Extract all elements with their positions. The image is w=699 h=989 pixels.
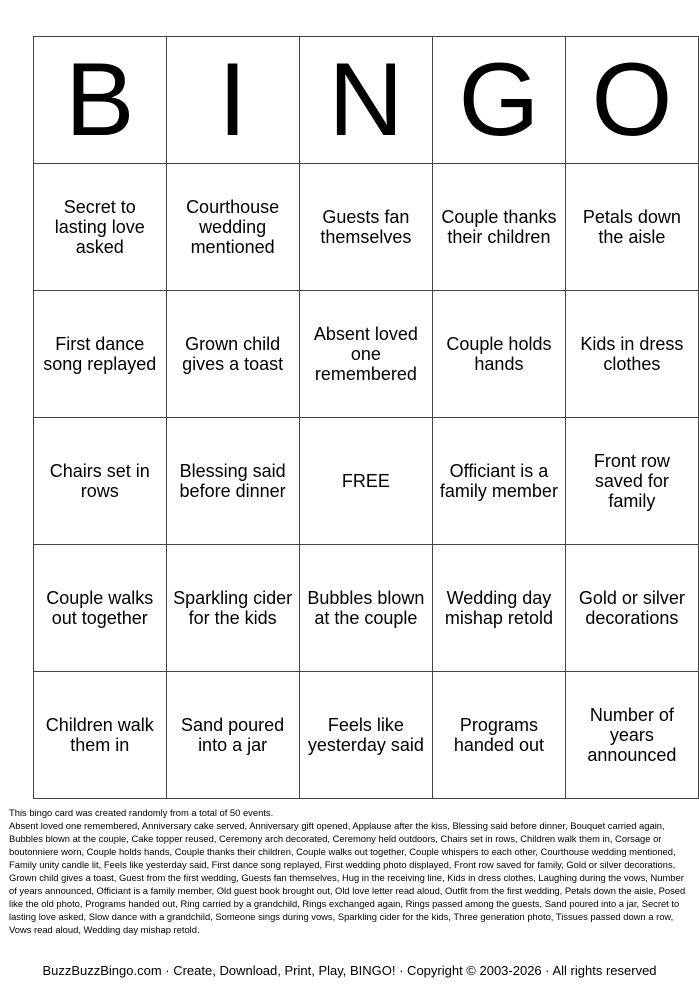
card-row — [34, 164, 699, 291]
card-row — [34, 418, 699, 545]
bingo-cell: Grown child gives a toast — [166, 291, 299, 418]
bingo-cell: Officiant is a family member — [433, 418, 566, 545]
bingo-cell: Children walk them in — [34, 672, 167, 799]
header-letter-n: N — [299, 37, 432, 164]
card-row — [34, 291, 699, 418]
footer: BuzzBuzzBingo.com · Create, Download, Print, Play, BINGO! · Copyright © 2003-2026 · All rights reserved — [42, 963, 657, 978]
free-space-cell: FREE — [299, 418, 432, 545]
bingo-cell: Gold or silver decorations — [565, 545, 698, 672]
header-letter-i: I — [166, 37, 299, 164]
bingo-cell: Absent loved one remembered — [299, 291, 432, 418]
bingo-cell: Kids in dress clothes — [565, 291, 698, 418]
bingo-cell: Wedding day mishap retold — [433, 545, 566, 672]
bingo-cell: Number of years announced — [565, 672, 698, 799]
bingo-cell: Front row saved for family — [565, 418, 698, 545]
card-row — [34, 545, 699, 672]
bingo-cell: Sparkling cider for the kids — [166, 545, 299, 672]
bingo-cell: Secret to lasting love asked — [34, 164, 167, 291]
bingo-cell: Bubbles blown at the couple — [299, 545, 432, 672]
header-row — [34, 37, 699, 164]
header-letter-b: B — [34, 37, 167, 164]
bingo-cell: First dance song replayed — [34, 291, 167, 418]
bingo-cell: Couple walks out together — [34, 545, 167, 672]
header-letter-o: O — [565, 37, 698, 164]
note-intro: This bingo card was created randomly from a total of 50 events. — [9, 807, 274, 818]
card-row — [34, 672, 699, 799]
header-letter-g: G — [433, 37, 566, 164]
note-events: Absent loved one remembered, Anniversary cake served, Anniversary gift opened, Applause after the kiss, Blessing said before dinner, Bouquet carried again, Bubbles blown at the couple, Cake topper reused, Ceremony arch decorated, Ceremony held outdoors, Chairs set in rows, Children walk them in, Corsage or boutonniere worn, Couple holds hands, Couple thanks their children, Couple walks out together, Couple whispers to each other, Courthouse wedding mentioned, Family unity candle lit, Feels like yesterday said, First dance song replayed, First wedding photo displayed, Front row saved for family, Gold or silver decorations, Grown child gives a toast, Guest from the first wedding, Guests fan themselves, Hug in the receiving line, Kids in dress clothes, Laughing during the vows, Number of years announced, Officiant is a family member, Old guest book brought out, Old love letter read aloud, Outfit from the first wedding, Petals down the aisle, Posed like the old photo, Programs handed out, Ring carried by a grandchild, Rings exchanged again, Rings passed among the guests, Sand poured into a jar, Secret to lasting love asked, Slow dance with a grandchild, Someone sings during vows, Sparkling cider for the kids, Three generation photo, Tissues passed down a row, Vows read aloud, Wedding day mishap retold. — [9, 820, 686, 935]
bingo-cell: Chairs set in rows — [34, 418, 167, 545]
bingo-cell: Guests fan themselves — [299, 164, 432, 291]
bingo-cell: Couple holds hands — [433, 291, 566, 418]
bingo-card — [33, 36, 699, 799]
bingo-cell: Couple thanks their children — [433, 164, 566, 291]
bingo-cell: Programs handed out — [433, 672, 566, 799]
bingo-cell: Courthouse wedding mentioned — [166, 164, 299, 291]
bingo-cell: Blessing said before dinner — [166, 418, 299, 545]
bingo-cell: Feels like yesterday said — [299, 672, 432, 799]
bingo-cell: Petals down the aisle — [565, 164, 698, 291]
event-list-note — [9, 806, 691, 936]
bingo-cell: Sand poured into a jar — [166, 672, 299, 799]
